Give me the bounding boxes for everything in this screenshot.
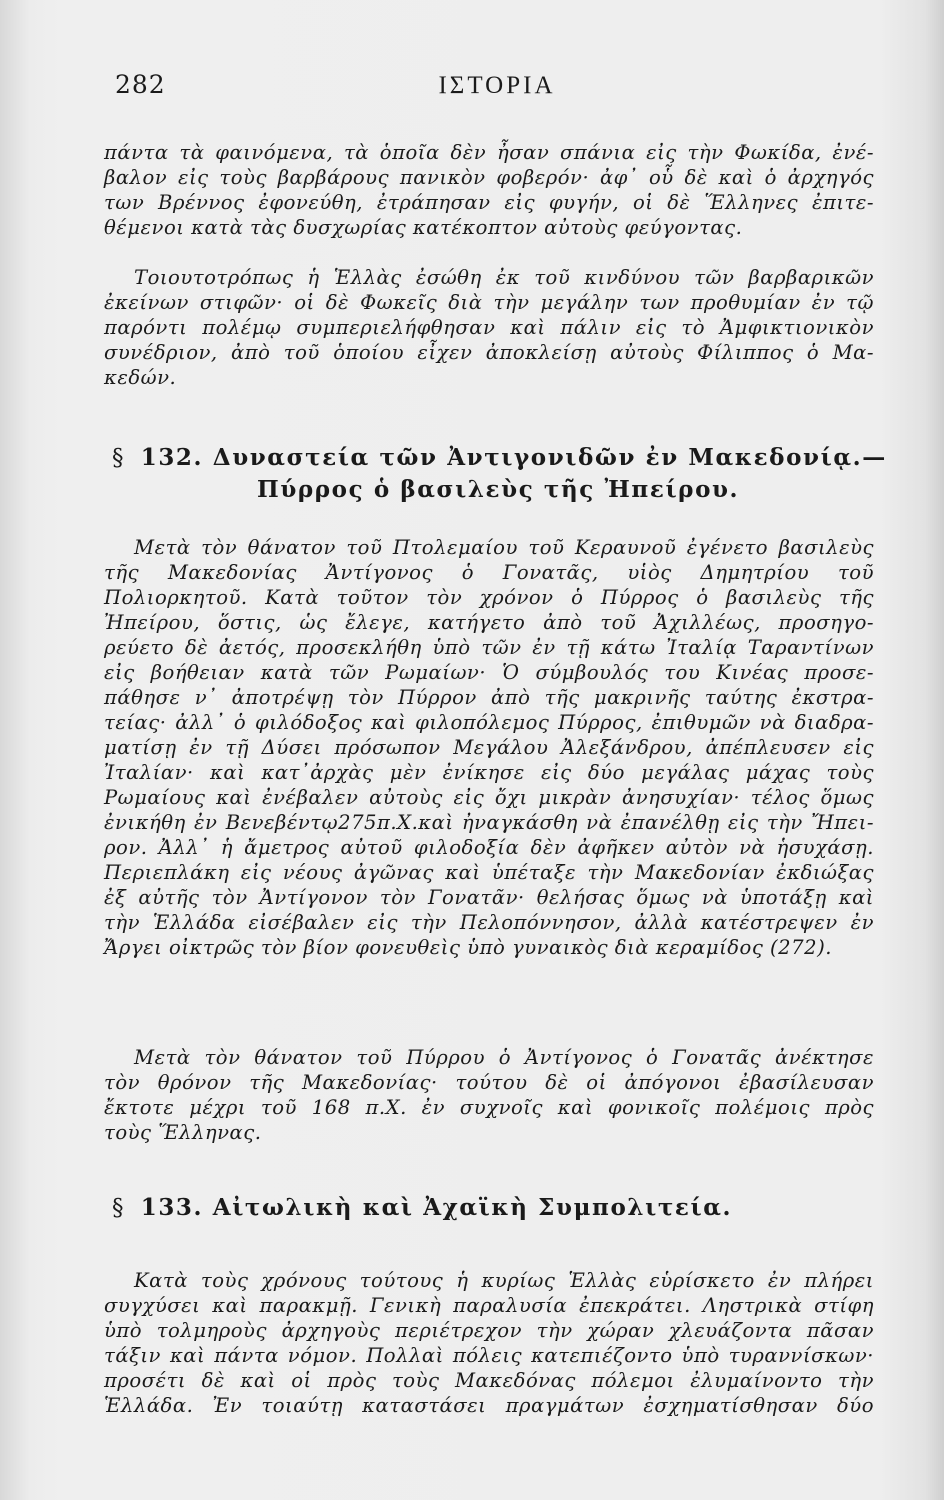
text-line: Ἄργει οἰκτρῶς τὸν βίον φονευθεὶς ὑπὸ γυναικὸς διὰ κεραμίδος (272).	[104, 936, 832, 959]
text-line: Ἰταλίαν· καὶ κατ᾿ἀρχὰς μὲν ἐνίκησε εἰς δύο μεγάλας μάχας τοὺς	[104, 761, 874, 784]
text-line: τὴν Ἑλλάδα εἰσέβαλεν εἰς τὴν Πελοπόννησον, ἀλλὰ κατέστρεψεν ἐν	[104, 911, 874, 934]
text-line: παρόντι πολέμῳ συμπεριελήφθησαν καὶ πάλιν εἰς τὸ Ἀμφικτιονικὸν	[104, 316, 874, 339]
text-line: ὑπὸ τολμηροὺς ἀρχηγοὺς περιέτρεχον τὴν χώραν χλευάζοντα πᾶσαν	[104, 1319, 874, 1342]
section-heading-line	[112, 442, 887, 474]
text-line: τάξιν καὶ πάντα νόμον. Πολλαὶ πόλεις κατεπιέζοντο ὑπὸ τυραννίσκων·	[104, 1344, 874, 1367]
text-line: πάντα τὰ φαινόμενα, τὰ ὁποῖα δὲν ἦσαν σπάνια εἰς τὴν Φωκίδα, ἐνέ-	[104, 141, 874, 164]
text-line: Κατὰ τοὺς χρόνους τούτους ἡ κυρίως Ἑλλὰς εὑρίσκετο ἐν πλήρει	[134, 1269, 874, 1292]
text-line: εἰς βοήθειαν κατὰ τῶν Ρωμαίων· Ὁ σύμβουλός του Κινέας προσε-	[104, 661, 874, 684]
section-mark: §	[112, 1195, 126, 1221]
text-line: Πολιορκητοῦ. Κατὰ τοῦτον τὸν χρόνον ὁ Πύρρος ὁ βασιλεὺς τῆς	[104, 586, 874, 609]
text-line: ρον. Ἀλλ᾿ ἡ ἄμετρος αὐτοῦ φιλοδοξία δὲν ἀφῆκεν αὐτὸν νὰ ἡσυχάσῃ.	[104, 836, 874, 859]
text-line: ἐκείνων στιφῶν· οἱ δὲ Φωκεῖς διὰ τὴν μεγάλην των προθυμίαν ἐν τῷ	[104, 291, 874, 314]
text-line: Περιεπλάκη εἰς νέους ἀγῶνας καὶ ὑπέταξε τὴν Μακεδονίαν ἐκδιώξας	[104, 861, 874, 884]
page-header	[0, 70, 944, 110]
text-line: συγχύσει καὶ παρακμῇ. Γενικὴ παραλυσία ἐπεκράτει. Ληστρικὰ στίφη	[104, 1294, 874, 1317]
paragraph-4	[104, 1045, 874, 1145]
text-line: ρεύετο δὲ ἀετός, προσεκλήθη ὑπὸ τῶν ἐν τῇ κάτω Ἰταλίᾳ Ταραντίνων	[104, 636, 874, 659]
text-line: κεδών.	[104, 366, 177, 389]
text-line: Ἠπείρου, ὅστις, ὡς ἔλεγε, κατήγετο ἀπὸ τοῦ Ἀχιλλέως, προσηγο-	[104, 611, 874, 634]
text-line: προσέτι δὲ καὶ οἱ πρὸς τοὺς Μακεδόνας πόλεμοι ἐλυμαίνοντο τὴν	[104, 1369, 874, 1392]
page-number: 282	[115, 70, 166, 99]
section-heading-133	[112, 1192, 882, 1224]
text-line: ἐνικήθη ἐν Βενεβέντῳ275π.Χ.καὶ ἠναγκάσθη νὰ ἐπανέλθῃ εἰς τὴν Ἤπει-	[104, 811, 874, 834]
text-line: Τοιουτοτρόπως ἡ Ἑλλὰς ἐσώθη ἐκ τοῦ κινδύνου τῶν βαρβαρικῶν	[134, 266, 874, 289]
section-number: 132.	[140, 444, 204, 471]
text-line: τὸν θρόνον τῆς Μακεδονίας· τούτου δὲ οἱ ἀπόγονοι ἐβασίλευσαν	[104, 1071, 874, 1094]
text-line: συνέδριον, ἀπὸ τοῦ ὁποίου εἶχεν ἀποκλείσῃ αὐτοὺς Φίλιππος ὁ Μα-	[104, 341, 874, 364]
text-line: Ρωμαίους καὶ ἐνέβαλεν αὐτοὺς εἰς ὄχι μικρὰν ἀνησυχίαν· τέλος ὅμως	[104, 786, 874, 809]
text-line: Ἑλλάδα. Ἐν τοιαύτῃ καταστάσει πραγμάτων ἐσχηματίσθησαν δύο	[104, 1394, 874, 1417]
section-number: 133.	[140, 1194, 204, 1221]
text-line: βαλον εἰς τοὺς βαρβάρους πανικὸν φοβερόν· ἀφ᾿ οὗ δὲ καὶ ὁ ἀρχηγός	[104, 166, 874, 189]
text-line: Μετὰ τὸν θάνατον τοῦ Πτολεμαίου τοῦ Κεραυνοῦ ἐγένετο βασιλεὺς	[134, 536, 874, 559]
text-line: Μετὰ τὸν θάνατον τοῦ Πύρρου ὁ Ἀντίγονος ὁ Γονατᾶς ἀνέκτησε	[134, 1046, 874, 1069]
section-mark: §	[112, 445, 126, 471]
paragraph-2	[104, 265, 874, 390]
text-line: θέμενοι κατὰ τὰς δυσχωρίας κατέκοπτον αὐτοὺς φεύγοντας.	[104, 216, 743, 239]
section-subtitle: Πύρρος ὁ βασιλεὺς τῆς Ἠπείρου.	[257, 476, 740, 503]
paragraph-5	[104, 1268, 874, 1418]
text-line: τοὺς Ἕλληνας.	[104, 1121, 262, 1144]
section-title: Δυναστεία τῶν Ἀντιγονιδῶν ἐν Μακεδονίᾳ.—	[212, 444, 887, 471]
paragraph-1	[104, 140, 874, 240]
text-line: τείας· ἀλλ᾿ ὁ φιλόδοξος καὶ φιλοπόλεμος Πύρρος, ἐπιθυμῶν νὰ διαδρα-	[104, 711, 874, 734]
section-heading-line	[112, 1192, 882, 1224]
paragraph-3	[104, 535, 874, 960]
section-heading-132	[112, 442, 887, 506]
text-line: ἐξ αὐτῆς τὸν Ἀντίγονον τὸν Γονατᾶν· θελήσας ὅμως νὰ ὑποτάξῃ καὶ	[104, 886, 874, 909]
text-line: πάθησε ν᾿ ἀποτρέψῃ τὸν Πύρρον ἀπὸ τῆς μακρινῆς ταύτης ἐκστρα-	[104, 686, 874, 709]
text-line: τῆς Μακεδονίας Ἀντίγονος ὁ Γονατᾶς, υἱὸς Δημητρίου τοῦ	[104, 561, 874, 584]
running-title: ΙΣΤΟΡΙΑ	[438, 72, 556, 99]
text-line: ματίσῃ ἐν τῇ Δύσει πρόσωπον Μεγάλου Ἀλεξάνδρου, ἀπέπλευσεν εἰς	[104, 736, 874, 759]
section-title: Αἰτωλικὴ καὶ Ἀχαϊκὴ Συμπολιτεία.	[212, 1194, 733, 1221]
text-line: ἔκτοτε μέχρι τοῦ 168 π.Χ. ἐν συχνοῖς καὶ φονικοῖς πολέμοις πρὸς	[104, 1096, 874, 1119]
text-line: των Βρέννος ἐφονεύθη, ἐτράπησαν εἰς φυγήν, οἱ δὲ Ἕλληνες ἐπιτε-	[104, 191, 874, 214]
